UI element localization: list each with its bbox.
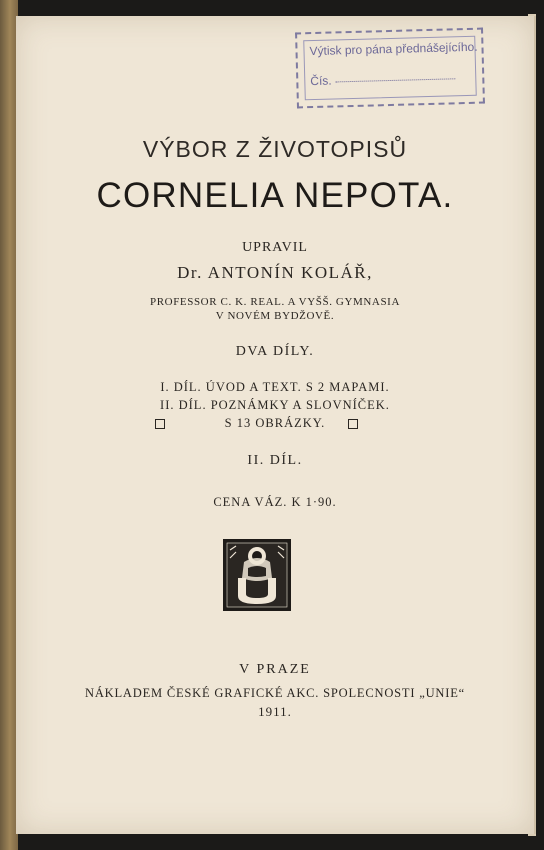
editor-position-2: V NOVÉM BYDŽOVĚ. — [215, 310, 335, 322]
publication-place: V PRAZE — [239, 662, 311, 677]
editor-position-1: PROFESSOR C. K. REAL. A VYŠŠ. GYMNASIA — [150, 296, 400, 308]
publisher-emblem-icon — [222, 538, 292, 612]
part-2-illustrations: S 13 OBRÁZKY. — [224, 416, 326, 430]
library-stamp — [295, 28, 485, 109]
part-1-description: I. DÍL. ÚVOD A TEXT. S 2 MAPAMI. — [160, 380, 390, 394]
title-line-1: VÝBOR Z ŽIVOTOPISŮ — [142, 136, 408, 162]
title-line-2: CORNELIA NEPOTA. — [96, 176, 454, 215]
publication-year: 1911. — [258, 704, 292, 719]
title-page — [16, 16, 536, 834]
volume-label: II. DÍL. — [247, 453, 303, 468]
stamp-line-1: Výtisk pro pána přednášejícího. — [309, 39, 478, 59]
ornament-square-right — [348, 419, 358, 429]
stamp-dotted-line — [336, 78, 456, 82]
part-2-description: II. DÍL. POZNÁMKY A SLOVNÍČEK. — [160, 398, 390, 412]
stamp-number-label: Čís. — [310, 73, 332, 89]
edited-by-label: UPRAVIL — [242, 240, 308, 255]
parts-heading: DVA DÍLY. — [235, 344, 315, 359]
publisher-name: NÁKLADEM ČESKÉ GRAFICKÉ AKC. SPOLECNOSTI „UNIE“ — [85, 686, 465, 700]
ornament-square-left — [155, 419, 165, 429]
editor-name: Dr. ANTONÍN KOLÁŘ, — [177, 263, 373, 282]
price: CENA VÁZ. K 1·90. — [213, 495, 337, 509]
